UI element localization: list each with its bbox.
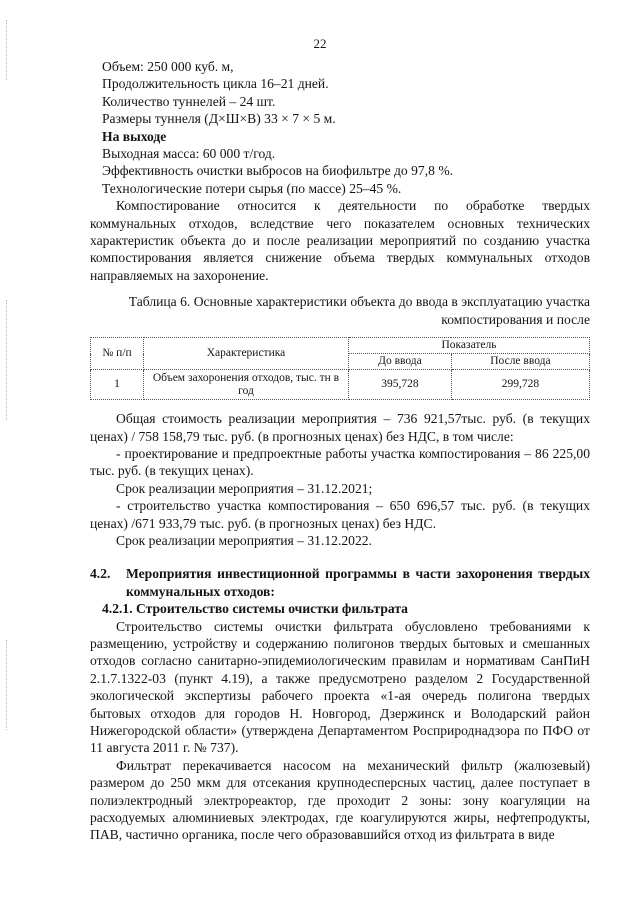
table-cell-before: 395,728 [349,370,452,400]
cost-build-paragraph: - строительство участка компостирования – 650 696,57 тыс. руб. (в текущих ценах) /671 933,79 тыс. руб. (в прогнозных ценах) без НДС. [90,498,590,531]
table-header-num: № п/п [91,338,144,370]
table-cell-num: 1 [91,370,144,400]
characteristics-table [90,337,590,400]
pump-paragraph: Фильтрат перекачивается насосом на механический фильтр (жалюзевый) размером до 250 мкм для отсекания крупнодесперсных частиц, далее поступает в полиэлектродный электрореактор, где проходит 2 зоны: зону коагуляции на расходуемых алюминиевых электродах, где коагулируются жиры, нефтепродукты, ПАВ, частично органика, после чего образовавшийся отход из фильтрата в виде [90,757,590,843]
section-title: Мероприятия инвестиционной программы в части захоронения твердых коммунальных отходов: [126,566,590,599]
params-top-list [90,58,590,128]
term-2-paragraph: Срок реализации мероприятия – 31.12.2022. [116,532,372,548]
composting-paragraph: Компостирование относится к деятельности по обработке твердых коммунальных отходов, вследствие чего показателем основных технических характеристик объекта до и после реализации мероприятий по созданию участка компостирования является снижение объема твердых коммунальных отходов направляемых на захоронение. [90,198,590,283]
param-line: Продолжительность цикла 16–21 дней. [102,76,329,92]
param-line: Размеры туннеля (Д×Ш×В) 33 × 7 × 5 м. [102,111,336,127]
table-caption: Таблица 6. Основные характеристики объекта до ввода в эксплуатацию участка компостирования и после [128,294,590,327]
section-number: 4.2. [90,566,111,582]
cost-total-paragraph: Общая стоимость реализации мероприятия – 736 921,57тыс. руб. (в текущих ценах) / 758 158,79 тыс. руб. (в прогнозных ценах) без НДС, в том числе: [90,411,590,444]
param-line: Эффективность очистки выбросов на биофильтре до 97,8 %. [102,163,454,179]
page-body [90,58,590,844]
params-output-list [90,145,590,197]
filtrate-paragraph: Строительство системы очистки фильтрата обусловлено требованиями к размещению, устройству и содержанию полигонов твердых бытовых и смешанных отходов согласно санитарно-эпидемиологическим правилам и нормативам СанПиН 2.1.7.1322-03 (пункт 4.19), а также предусмотрено разделом 2 Государственной экологической экспертизы рабочего проекта «1-ая очередь полигона твердых бытовых отходов для городов Н. Новгород, Дзержинск и Володарский район Нижегородской области» (утверждена Департаментом Росприроднадзора по ПФО от 11 августа 2011 г. № 737). [90,618,590,756]
subsection-heading: 4.2.1. Строительство системы очистки фильтрата [102,601,408,617]
output-heading: На выходе [102,128,167,144]
param-line: Выходная масса: 60 000 т/год. [102,146,276,162]
table-header-after: После ввода [451,354,589,370]
scan-edge-mark [6,640,8,730]
scan-edge-mark [6,300,8,420]
table-header-characteristic: Характеристика [144,338,349,370]
table-cell-characteristic: Объем захоронения отходов, тыс. тн в год [144,370,349,400]
table-cell-after: 299,728 [451,370,589,400]
table-header-before: До ввода [349,354,452,370]
param-line: Объем: 250 000 куб. м, [102,59,234,74]
table-header-indicator: Показатель [349,338,590,354]
section-heading [90,565,590,600]
param-line: Технологические потери сырья (по массе) 25–45 %. [102,180,402,196]
cost-design-paragraph: - проектирование и предпроектные работы участка компостирования – 86 225,00 тыс. руб. (в текущих ценах). [90,445,590,479]
param-line: Количество туннелей – 24 шт. [102,93,276,109]
term-1-paragraph: Срок реализации мероприятия – 31.12.2021; [116,480,373,496]
page-number: 22 [313,36,327,51]
